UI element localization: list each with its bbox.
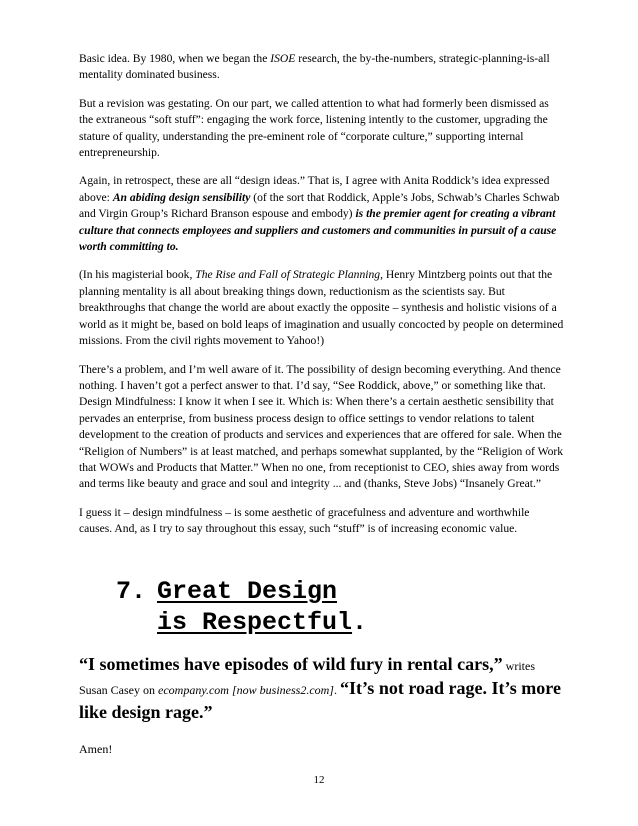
emphasis-design-sensibility: An abiding design sensibility: [112, 190, 251, 204]
quote-paragraph: “I sometimes have episodes of wild fury in rental cars,” writes Susan Casey on ecompany.com [now business2.com]. “It’s not road rage. It’s more like design rage.”: [79, 654, 561, 722]
paragraph-6: I guess it – design mindfulness – is some aesthetic of gracefulness and adventure and worthwhile causes. And, as I try to say throughout this essay, such “stuff” is of increasing economic value.: [79, 505, 530, 536]
paragraph-2: But a revision was gestating. On our part, we called attention to what had formerly been dismissed as the extraneous “soft stuff”: engaging the work force, listening intently to the customer, upgrading the stature of quality, understanding the pre-eminent role of “corporate culture,” supporting internal entrepreneurship.: [79, 96, 549, 160]
paragraph-5: There’s a problem, and I’m well aware of it. The possibility of design becoming everything. And thence nothing. I haven’t got a perfect answer to that. I’d say, “See Roddick, above,” or something like that. Design Mindfulness: I know it when I see it. Which is: When there’s a certain aesthetic sensibility that pervades an enterprise, from business process design to office settings to vendor relations to talent development to the creation of products and services and experiences that are offered for sale. When the “Religion of Numbers” is at least matched, and perhaps somewhat supplanted, by the “Religion of Work that WOWs and Products that Matter.” When no one, from receptionist to CEO, shies away from words and terms like beauty and grace and soul and integrity ... and (thanks, Steve Jobs) “Insanely Great.”: [79, 362, 564, 491]
section-heading: [116, 576, 367, 638]
emphasis-premier-agent: is the premier agent for creating a vibrant culture that connects employees and suppliers and customers and communities in pursuit of a cause worth committing to.: [79, 207, 557, 254]
source-website: ecompany.com [now business2.com]: [158, 683, 334, 697]
quote-part-2: “It’s not road rage. It’s more like design rage.”: [79, 678, 561, 722]
paragraph-3: Again, in retrospect, these are all “design ideas.” That is, I agree with Anita Roddick’s idea expressed above: An abiding design sensibility (of the sort that Roddick, Apple’s Jobs, Schwab’s Charles Schwab and Virgin Group’s Richard Branson espouse and embody) is the premier agent for creating a vibrant culture that connects employees and suppliers and customers and communities in pursuit of a cause worth committing to.: [79, 174, 560, 254]
quote-block: [79, 653, 565, 725]
heading-line-1: Great Design: [157, 577, 338, 606]
paragraph-4: (In his magisterial book, The Rise and Fall of Strategic Planning, Henry Mintzberg points out that the planning mentality is all about breaking things down, reductionism as the scientists say. But breakthroughs that change the world are about exactly the opposite – synthesis and holistic visions of a world as it might be, based on bold leaps of imagination and usually concocted by people on determined missions. From the civil rights movement to Yahoo!): [79, 268, 564, 348]
section-number: 7.: [116, 577, 147, 606]
page-number: 12: [313, 774, 325, 786]
isoe-italic: ISOE: [270, 52, 296, 65]
closing-line: Amen!: [79, 742, 113, 756]
body-text: [79, 51, 565, 550]
book-title: The Rise and Fall of Strategic Planning: [195, 268, 381, 282]
paragraph-1: Basic idea. By 1980, when we began the ISOE research, the by-the-numbers, strategic-planning-is-all mentality dominated business.: [79, 52, 550, 82]
heading-period: .: [352, 608, 368, 637]
heading-line-2: is Respectful: [157, 608, 353, 637]
quote-part-1: “I sometimes have episodes of wild fury in rental cars,”: [79, 654, 503, 674]
